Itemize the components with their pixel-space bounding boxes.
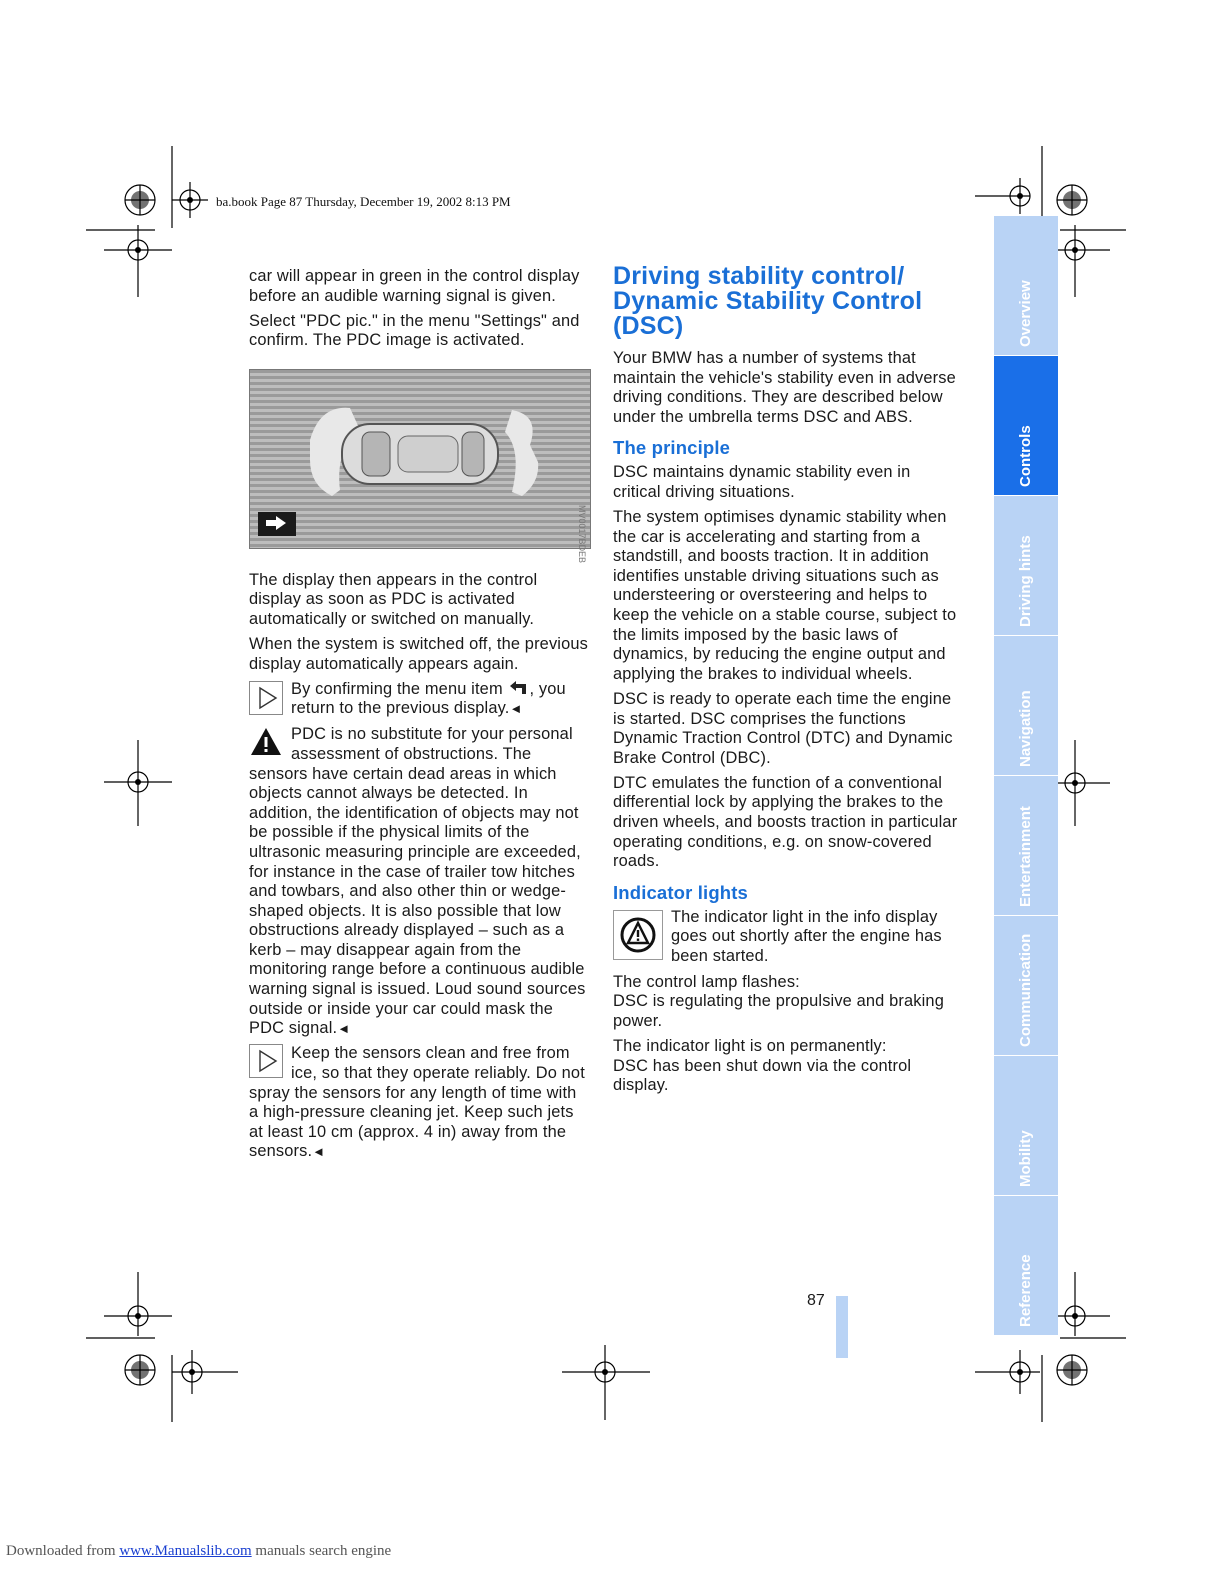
figure-code: MV0017BDEB bbox=[577, 505, 587, 564]
tab-label: Navigation bbox=[1017, 690, 1034, 767]
tab-controls[interactable] bbox=[994, 356, 1058, 495]
subheading-principle: The principle bbox=[613, 437, 731, 459]
page-number-bar bbox=[836, 1296, 848, 1358]
paragraph: When the system is switched off, the previous display automatically appears again. bbox=[249, 635, 588, 673]
pdc-display-image bbox=[249, 369, 591, 549]
subheading-indicator-lights: Indicator lights bbox=[613, 881, 748, 903]
tab-label: Driving hints bbox=[1017, 535, 1034, 627]
paragraph: Select "PDC pic." in the menu "Settings" and confirm. The PDC image is activated. bbox=[249, 311, 580, 350]
end-mark: ◄ bbox=[509, 701, 523, 717]
tab-label: Entertainment bbox=[1017, 806, 1034, 907]
tab-overview[interactable] bbox=[994, 216, 1058, 355]
note-arrow-icon bbox=[249, 681, 283, 715]
note-text: Keep the sensors clean and free from ice, so that they operate reliably. Do not spray the sensors for any length of time with a high-pressure cleaning jet. Keep such jets at least 10 cm (approx. 4 in) away from the sensors. bbox=[249, 1044, 585, 1161]
tab-navigation[interactable] bbox=[994, 636, 1058, 775]
label: The indicator light is on permanently: bbox=[613, 1037, 887, 1056]
note-return bbox=[249, 680, 589, 720]
paragraph: DTC emulates the function of a conventional differential lock by applying the brakes to the driven wheels, and boosts traction in particular operating conditions, e.g. on snow-covered roads. bbox=[613, 773, 958, 871]
note-text: , you return to the previous display. bbox=[291, 679, 566, 718]
tab-label: Overview bbox=[1017, 280, 1034, 347]
note-text: By confirming the menu item bbox=[291, 679, 503, 698]
running-header: ba.book Page 87 Thursday, December 19, 2002 8:13 PM bbox=[216, 194, 511, 209]
text: DSC has been shut down via the control display. bbox=[613, 1056, 912, 1095]
paragraph: DSC is ready to operate each time the engine is started. DSC comprises the functions Dynamic Traction Control (DTC) and Dynamic Brake Control (DBC). bbox=[613, 689, 953, 767]
left-column bbox=[249, 267, 589, 1167]
download-footer bbox=[6, 1543, 391, 1560]
paragraph: The display then appears in the control display as soon as PDC is activated automatically or switched on manually. bbox=[249, 570, 538, 629]
indicator-light-block bbox=[613, 908, 958, 968]
dsc-indicator-icon bbox=[613, 910, 663, 960]
right-column bbox=[613, 264, 958, 1101]
back-arrow-icon bbox=[507, 680, 529, 696]
warning-triangle-icon bbox=[249, 725, 283, 759]
paragraph: The system optimises dynamic stability when the car is accelerating and starting from a standstill, and boosts traction. It in addition identifies unstable driving situations such as understeering or oversteering and helps to keep the vehicle on a stable course, subject to the limits imposed by the basic laws of dynamics, by reducing the engine output and applying the brakes to individual wheels. bbox=[613, 508, 957, 683]
footer-text: Downloaded from bbox=[6, 1543, 120, 1559]
car-top-view-icon bbox=[250, 370, 590, 548]
footer-text: manuals search engine bbox=[251, 1543, 392, 1559]
section-title: Driving stability control/ Dynamic Stability Control (DSC) bbox=[613, 262, 923, 340]
paragraph: Your BMW has a number of systems that maintain the vehicle's stability even in adverse driving conditions. They are described below under the umbrella terms DSC and ABS. bbox=[613, 349, 956, 426]
tab-reference[interactable] bbox=[994, 1196, 1058, 1335]
paragraph bbox=[613, 973, 958, 1032]
warning-text: PDC is no substitute for your personal assessment of obstructions. The sensors have certain dead areas in which objects cannot always be detected. In addition, the identification of objects may not be possible if the physical limits of the ultrasonic measuring principle are exceeded, for instance in the case of trailer tow hitches and towbars, and also other thin or wedge-shaped objects. It is also possible that low obstructions already displayed – such as a kerb – may disappear again from the monitoring range before a continuous audible warning signal is issued. Loud sound sources outside or inside your car could mask the PDC signal. bbox=[249, 725, 586, 1038]
end-mark: ◄ bbox=[312, 1144, 326, 1160]
tab-driving-hints[interactable] bbox=[994, 496, 1058, 635]
tab-label: Mobility bbox=[1017, 1130, 1034, 1187]
paragraph: The indicator light in the info display goes out shortly after the engine has been started. bbox=[671, 907, 942, 965]
tab-label: Reference bbox=[1017, 1254, 1034, 1327]
tab-label: Communication bbox=[1017, 933, 1034, 1047]
tab-entertainment[interactable] bbox=[994, 776, 1058, 915]
note-sensors bbox=[249, 1044, 589, 1162]
paragraph bbox=[613, 1037, 958, 1096]
end-mark: ◄ bbox=[337, 1021, 351, 1037]
text: DSC is regulating the propulsive and braking power. bbox=[613, 992, 944, 1030]
tab-communication[interactable] bbox=[994, 916, 1058, 1055]
manualslib-link[interactable]: www.Manualslib.com bbox=[119, 1543, 252, 1559]
note-arrow-icon bbox=[249, 1044, 283, 1078]
paragraph: car will appear in green in the control display before an audible warning signal is given. bbox=[249, 267, 580, 305]
page-number: 87 bbox=[807, 1292, 825, 1309]
warning-pdc bbox=[249, 725, 589, 1039]
tab-mobility[interactable] bbox=[994, 1056, 1058, 1195]
chapter-tabs bbox=[994, 216, 1058, 1336]
paragraph: DSC maintains dynamic stability even in critical driving situations. bbox=[613, 463, 911, 501]
tab-label: Controls bbox=[1017, 425, 1034, 487]
label: The control lamp flashes: bbox=[613, 972, 800, 991]
